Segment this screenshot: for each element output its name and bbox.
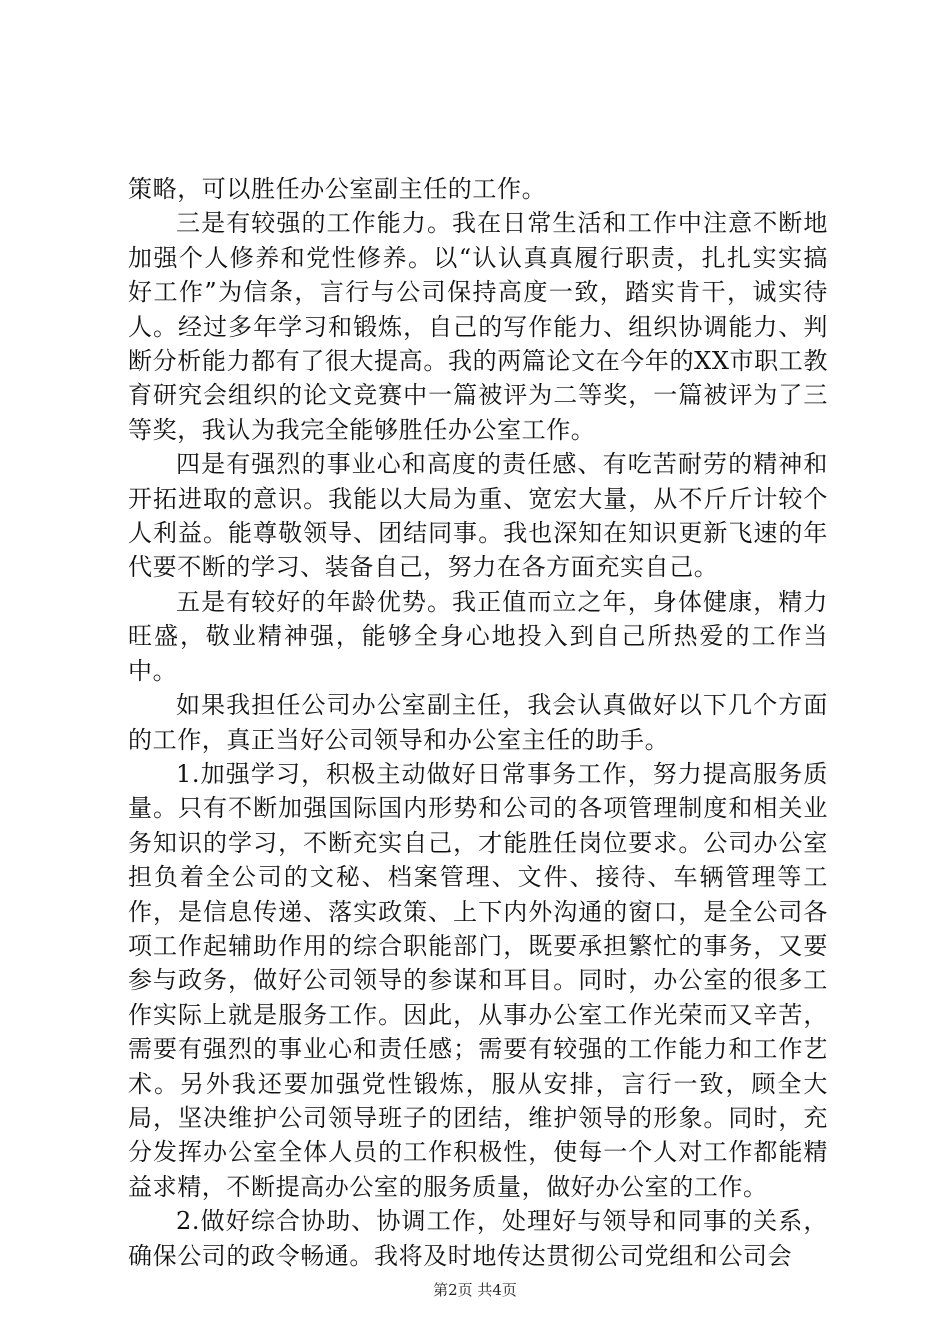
document-body <box>128 172 828 1273</box>
paragraph-age-advantage: 五是有较好的年龄优势。我正值而立之年，身体健康，精力旺盛，敬业精神强，能够全身心地投入到自己所热爱的工作当中。 <box>128 587 828 685</box>
paragraph-responsibility: 四是有强烈的事业心和高度的责任感、有吃苦耐劳的精神和开拓进取的意识。我能以大局为重、宽宏大量，从不斤斤计较个人利益。能尊敬领导、团结同事。我也深知在知识更新飞速的年代要不断的学习、装备自己，努力在各方面充实自己。 <box>128 450 828 582</box>
page-footer: 第2页 共4页 <box>433 1281 517 1299</box>
paragraph-plan-intro: 如果我担任公司办公室副主任，我会认真做好以下几个方面的工作，真正当好公司领导和办公室主任的助手。 <box>128 691 828 754</box>
paragraph-work-ability: 三是有较强的工作能力。我在日常生活和工作中注意不断地加强个人修养和党性修养。以“认认真真履行职责，扎扎实实搞好工作”为信条，言行与公司保持高度一致，踏实肯干，诚实待人。经过多年学习和锻炼，自己的写作能力、组织协调能力、判断分析能力都有了很大提高。我的两篇论文在今年的XX市职工教育研究会组织的论文竞赛中一篇被评为二等奖，一篇被评为了三等奖，我认为我完全能够胜任办公室工作。 <box>128 209 828 444</box>
paragraph-item-2: 2.做好综合协助、协调工作，处理好与领导和同事的关系，确保公司的政令畅通。我将及时地传达贯彻公司党组和公司会 <box>128 1207 828 1270</box>
paragraph-item-1: 1.加强学习，积极主动做好日常事务工作，努力提高服务质量。只有不断加强国际国内形势和公司的各项管理制度和相关业务知识的学习，不断充实自己，才能胜任岗位要求。公司办公室担负着全公司的文秘、档案管理、文件、接待、车辆管理等工作，是信息传递、落实政策、上下内外沟通的窗口，是全公司各项工作起辅助作用的综合职能部门，既要承担繁忙的事务，又要参与政务，做好公司领导的参谋和耳目。同时，办公室的很多工作实际上就是服务工作。因此，从事办公室工作光荣而又辛苦，需要有强烈的事业心和责任感；需要有较强的工作能力和工作艺术。另外我还要加强党性锻炼，服从安排，言行一致，顾全大局，坚决维护公司领导班子的团结，维护领导的形象。同时，充分发挥办公室全体人员的工作积极性，使每一个人对工作都能精益求精，不断提高办公室的服务质量，做好办公室的工作。 <box>128 759 828 1201</box>
paragraph-continuation: 策略，可以胜任办公室副主任的工作。 <box>128 175 547 203</box>
